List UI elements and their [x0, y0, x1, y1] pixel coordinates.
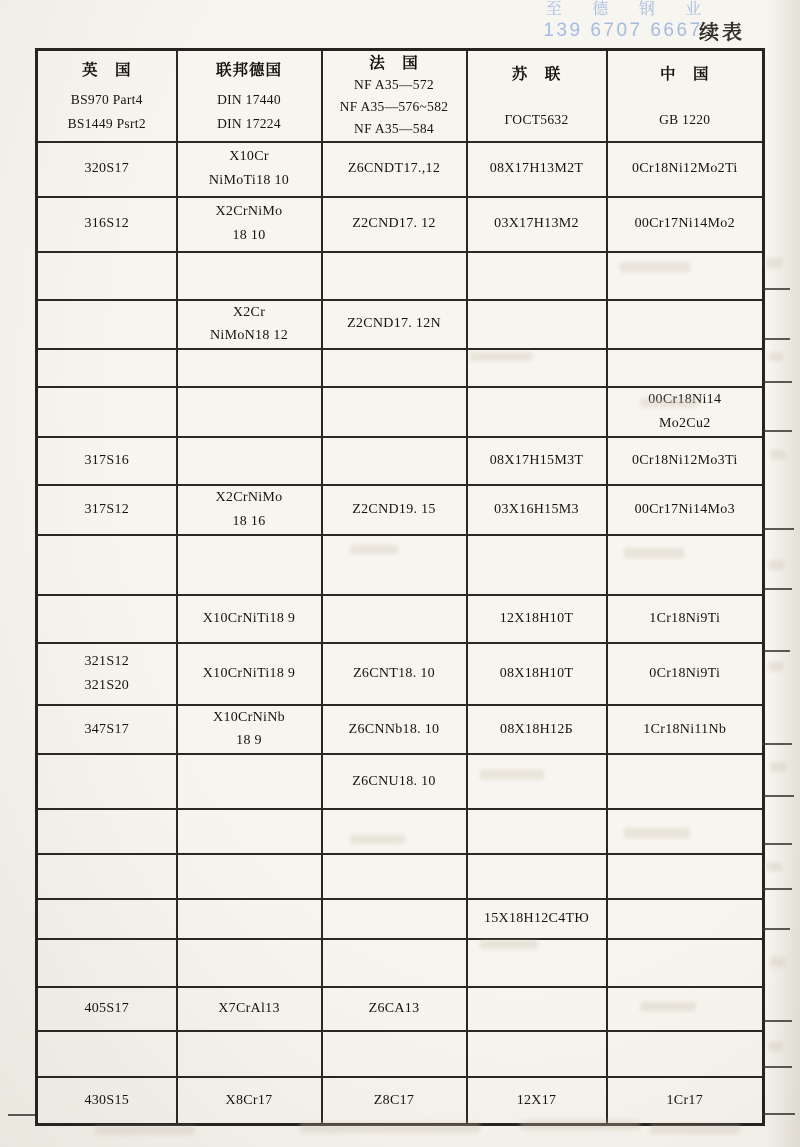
table-row [37, 987, 764, 1031]
grade-text: 12X17 [516, 1092, 557, 1108]
scan-line-artifact [8, 1114, 35, 1116]
grade-text: 12X18H10T [499, 610, 574, 626]
watermark [528, 2, 718, 40]
standard-designation: DIN 17440 [217, 92, 281, 108]
grade-cell [322, 142, 467, 197]
table-row [37, 197, 764, 252]
grade-cell [607, 1077, 764, 1124]
standard-designation: NF A35—576~582 [339, 99, 449, 115]
table-row [37, 349, 764, 387]
grade-text: X2CrNiMo [215, 489, 283, 505]
header-cell-country-2 [322, 50, 467, 142]
grade-text: 1Cr17 [666, 1092, 703, 1108]
table-row [37, 899, 764, 939]
grade-cell [607, 854, 764, 899]
grade-text: Z2CND19. 15 [352, 501, 436, 517]
header-cell-country-3 [467, 50, 607, 142]
grade-cell [37, 197, 177, 252]
grade-text: 317S12 [84, 501, 130, 517]
grade-cell [322, 899, 467, 939]
grade-cell [467, 809, 607, 854]
grade-text: 00Cr18Ni14 [648, 392, 722, 408]
grade-text: 18 16 [232, 513, 266, 529]
grade-cell [177, 705, 322, 755]
grade-text: X10CrNiNb [213, 709, 285, 725]
grade-text: 08X18H12Б [500, 721, 573, 737]
grade-cell [322, 535, 467, 595]
grade-cell [467, 899, 607, 939]
bleed-through-mark [95, 1126, 195, 1135]
grade-cell [607, 643, 764, 705]
grade-text: 18 9 [236, 733, 262, 749]
grade-cell [177, 300, 322, 350]
grade-text: 430S15 [84, 1092, 130, 1108]
grade-text: X10Cr [229, 149, 269, 165]
grade-cell [37, 387, 177, 437]
grade-cell [177, 987, 322, 1031]
grade-cell [467, 142, 607, 197]
grade-text: Z6CNT18. 10 [353, 665, 435, 681]
table-header-row [37, 50, 764, 142]
grade-cell [607, 1031, 764, 1077]
grade-cell [607, 809, 764, 854]
grade-cell [322, 252, 467, 300]
grade-cell [467, 1077, 607, 1124]
country-name: 法 国 [369, 55, 419, 73]
grade-cell [322, 754, 467, 809]
grade-cell [322, 595, 467, 643]
table-row [37, 595, 764, 643]
grade-text: Z2CND17. 12 [352, 216, 436, 232]
grade-cell [37, 300, 177, 350]
table-row [37, 1077, 764, 1124]
grade-text: 1Cr18Ni9Ti [649, 610, 721, 626]
grade-text: X2CrNiMo [215, 204, 283, 220]
grade-text: 00Cr17Ni14Mo3 [634, 501, 735, 517]
table-row [37, 1031, 764, 1077]
grade-text: 0Cr18Ni12Mo2Ti [631, 161, 738, 177]
grade-cell [177, 1077, 322, 1124]
grade-cell [37, 854, 177, 899]
header-cell-country-0 [37, 50, 177, 142]
grade-cell [607, 939, 764, 987]
table-row [37, 535, 764, 595]
grade-cell [177, 349, 322, 387]
grade-cell [37, 705, 177, 755]
scan-line-artifact [762, 381, 792, 383]
grade-cell [177, 197, 322, 252]
grade-cell [607, 300, 764, 350]
grade-text: X10CrNiTi18 9 [202, 665, 296, 681]
grade-cell [607, 987, 764, 1031]
grade-text: 15X18H12C4TЮ [483, 911, 590, 927]
grade-cell [322, 987, 467, 1031]
grade-cell [37, 437, 177, 485]
grade-cell [177, 142, 322, 197]
grade-cell [37, 987, 177, 1031]
header-cell-country-4 [607, 50, 764, 142]
grade-text: Z2CND17. 12N [347, 316, 441, 332]
bleed-through-mark [770, 957, 785, 967]
grade-text: 321S20 [84, 677, 130, 693]
grade-text: 320S17 [84, 161, 130, 177]
standard-designation: NF A35—584 [354, 121, 434, 137]
scan-line-artifact [762, 928, 790, 930]
grade-cell [607, 142, 764, 197]
grade-cell [322, 300, 467, 350]
continued-table-label: 续表 [699, 22, 745, 44]
grade-cell [467, 535, 607, 595]
grade-cell [37, 252, 177, 300]
grade-text: X10CrNiTi18 9 [202, 610, 296, 626]
grade-cell [322, 349, 467, 387]
grade-cell [607, 535, 764, 595]
grade-text: 316S12 [84, 216, 130, 232]
grade-cell [322, 1031, 467, 1077]
grade-text: 08X17H13M2T [489, 161, 584, 177]
grade-cell [322, 197, 467, 252]
scan-line-artifact [762, 650, 790, 652]
grade-cell [322, 705, 467, 755]
grade-cell [467, 854, 607, 899]
grade-cell [177, 939, 322, 987]
bleed-through-mark [768, 352, 783, 361]
scan-line-artifact [762, 1020, 792, 1022]
grade-cell [177, 854, 322, 899]
grade-text: 08X18H10T [499, 665, 574, 681]
grade-text: NiMoN18 12 [209, 328, 289, 344]
scan-line-artifact [762, 843, 792, 845]
grade-cell [607, 197, 764, 252]
grade-cell [467, 437, 607, 485]
steel-grade-comparison-table [35, 48, 765, 1126]
grade-cell [37, 1031, 177, 1077]
scan-line-artifact [762, 743, 792, 745]
grade-cell [467, 1031, 607, 1077]
grade-cell [37, 754, 177, 809]
grade-cell [467, 643, 607, 705]
table-row [37, 939, 764, 987]
grade-text: 03X17H13M2 [494, 216, 579, 232]
country-name: 联邦德国 [215, 62, 282, 80]
grade-cell [467, 300, 607, 350]
watermark-company-text: 至 德 钢 业 [545, 1, 715, 18]
standard-designation: GB 1220 [659, 111, 711, 127]
standard-designation: BS1449 Psrt2 [67, 115, 146, 131]
grade-cell [607, 252, 764, 300]
grade-cell [322, 809, 467, 854]
grade-cell [37, 899, 177, 939]
scan-line-artifact [762, 288, 790, 290]
grade-cell [607, 437, 764, 485]
grade-cell [607, 754, 764, 809]
grade-cell [607, 899, 764, 939]
table-row [37, 142, 764, 197]
table-row [37, 387, 764, 437]
grade-cell [322, 387, 467, 437]
grade-cell [322, 643, 467, 705]
grade-cell [467, 705, 607, 755]
grade-cell [322, 854, 467, 899]
bleed-through-mark [766, 862, 781, 871]
grade-cell [177, 437, 322, 485]
table-row [37, 854, 764, 899]
grade-cell [322, 485, 467, 535]
grade-text: 347S17 [84, 721, 130, 737]
bleed-through-mark [768, 662, 783, 671]
bleed-through-mark [766, 258, 782, 268]
table-row [37, 437, 764, 485]
grade-text: Z6CNDT17.,12 [347, 161, 441, 177]
grade-cell [37, 142, 177, 197]
grade-cell [322, 1077, 467, 1124]
grade-text: 00Cr17Ni14Mo2 [634, 216, 735, 232]
grade-cell [37, 939, 177, 987]
country-name: 苏 联 [511, 65, 562, 83]
grade-cell [177, 252, 322, 300]
grade-text: 1Cr18Ni11Nb [643, 721, 727, 737]
grade-text: Mo2Cu2 [658, 415, 711, 431]
standard-designation: DIN 17224 [217, 115, 281, 131]
grade-cell [467, 595, 607, 643]
grade-cell [177, 899, 322, 939]
table-row [37, 252, 764, 300]
grade-cell [177, 643, 322, 705]
bleed-through-mark [768, 560, 784, 570]
grade-cell [37, 643, 177, 705]
grade-text: Z8C17 [373, 1092, 415, 1108]
grade-text: 0Cr18Ni12Mo3Ti [631, 452, 738, 468]
grade-cell [177, 809, 322, 854]
grade-text: 18 10 [232, 228, 266, 243]
grade-cell [177, 754, 322, 809]
scan-line-artifact [762, 430, 792, 432]
table-row [37, 754, 764, 809]
grade-text: 405S17 [84, 1001, 130, 1017]
grade-text: 0Cr18Ni9Ti [649, 665, 721, 681]
scan-line-artifact [762, 888, 792, 890]
table-row [37, 485, 764, 535]
grade-cell [607, 349, 764, 387]
table-row [37, 809, 764, 854]
grade-cell [177, 485, 322, 535]
grade-cell [467, 349, 607, 387]
table-row [37, 643, 764, 705]
grade-cell [37, 1077, 177, 1124]
grade-text: X2Cr [232, 304, 266, 320]
scan-line-artifact [762, 1113, 795, 1115]
country-name: 中 国 [659, 65, 710, 83]
country-name: 英 国 [81, 62, 132, 80]
grade-cell [37, 349, 177, 387]
grade-cell [37, 535, 177, 595]
scan-line-artifact [762, 1066, 792, 1068]
grade-cell [607, 705, 764, 755]
grade-cell [177, 595, 322, 643]
grade-cell [467, 197, 607, 252]
grade-cell [607, 485, 764, 535]
bleed-through-mark [770, 450, 785, 459]
standard-designation: BS970 Part4 [70, 92, 143, 108]
grade-cell [37, 595, 177, 643]
grade-cell [37, 485, 177, 535]
watermark-phone-text: 139 6707 6667 [543, 20, 703, 41]
grade-cell [37, 809, 177, 854]
scan-line-artifact [762, 528, 794, 530]
standard-designation: ГОСТ5632 [504, 111, 569, 127]
table-row [37, 705, 764, 755]
grade-text: X7CrAl13 [218, 1001, 280, 1017]
scan-line-artifact [762, 338, 790, 340]
grade-cell [177, 387, 322, 437]
grade-cell [322, 939, 467, 987]
bleed-through-mark [770, 762, 786, 772]
table-row [37, 300, 764, 350]
grade-cell [467, 987, 607, 1031]
grade-text: 321S12 [84, 653, 130, 669]
grade-cell [607, 387, 764, 437]
grade-text: Z6CNU18. 10 [352, 773, 436, 789]
grade-text: 317S16 [84, 452, 130, 468]
grade-cell [467, 485, 607, 535]
scan-line-artifact [762, 795, 794, 797]
grade-cell [322, 437, 467, 485]
grade-text: Z6CA13 [368, 1001, 420, 1017]
grade-text: Z6CNNb18. 10 [348, 721, 440, 737]
grade-text: 08X17H15M3T [489, 452, 584, 468]
grade-cell [177, 1031, 322, 1077]
grade-text: X8Cr17 [225, 1092, 273, 1108]
grade-cell [467, 939, 607, 987]
scan-line-artifact [762, 588, 792, 590]
grade-text: 03X16H15M3 [494, 501, 579, 517]
grade-cell [467, 387, 607, 437]
bleed-through-mark [768, 1042, 783, 1051]
grade-cell [177, 535, 322, 595]
standard-designation: NF A35—572 [354, 77, 434, 93]
grade-cell [607, 595, 764, 643]
header-cell-country-1 [177, 50, 322, 142]
grade-text: NiMoTi18 10 [208, 173, 290, 188]
grade-cell [467, 754, 607, 809]
grade-cell [467, 252, 607, 300]
